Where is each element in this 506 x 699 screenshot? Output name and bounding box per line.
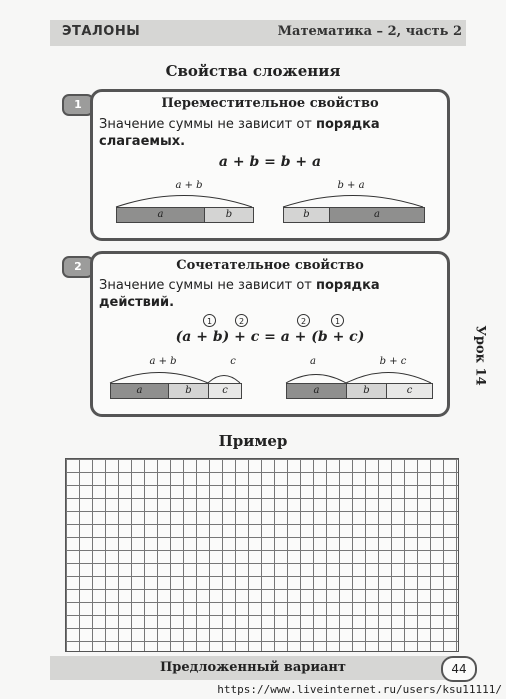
box2-left-bar xyxy=(110,383,242,399)
box1-text: Значение суммы не зависит от порядка слагаемых. xyxy=(99,117,380,149)
box1-left-bar xyxy=(116,207,254,223)
example-grid[interactable] xyxy=(65,458,459,652)
step-1-marker: 1 xyxy=(203,314,216,327)
box2-right-label-1: a xyxy=(310,356,316,367)
lesson-side-label: Урок 14 xyxy=(472,325,488,386)
segment-b: b xyxy=(205,208,253,222)
associative-box xyxy=(90,251,450,417)
segment-c: c xyxy=(387,384,432,398)
header-left: ЭТАЛОНЫ xyxy=(62,24,141,39)
example-title: Пример xyxy=(218,432,288,450)
box1-right-bar xyxy=(283,207,425,223)
segment-a: a xyxy=(117,208,205,222)
segment-a: a xyxy=(287,384,347,398)
page-title: Свойства сложения xyxy=(165,62,341,80)
box2-text: Значение суммы не зависит от порядка действий. xyxy=(99,278,380,310)
box1-title: Переместительное свойство xyxy=(161,96,379,111)
step-2-marker: 2 xyxy=(235,314,248,327)
box2-formula: (a + b) + c = a + (b + c) xyxy=(175,329,365,345)
box2-left-label-2: c xyxy=(230,356,236,367)
box2-left-label-1: a + b xyxy=(149,356,177,367)
box2-number: 2 xyxy=(62,256,94,278)
box2-right-label-2: b + c xyxy=(379,356,407,367)
footer-text: Предложенный вариант xyxy=(160,660,346,675)
box1-right-label: b + a xyxy=(337,180,365,191)
step-2-marker: 2 xyxy=(297,314,310,327)
page-number: 44 xyxy=(441,656,477,682)
source-url[interactable]: https://www.liveinternet.ru/users/ksu11111/ xyxy=(217,683,502,696)
box1-formula: a + b = b + a xyxy=(218,154,322,170)
box2-right-bar xyxy=(286,383,433,399)
commutative-box xyxy=(90,89,450,241)
segment-b: b xyxy=(284,208,330,222)
segment-c: c xyxy=(209,384,241,398)
step-1-marker: 1 xyxy=(331,314,344,327)
segment-a: a xyxy=(330,208,424,222)
box1-left-label: a + b xyxy=(175,180,203,191)
segment-b: b xyxy=(347,384,387,398)
segment-a: a xyxy=(111,384,169,398)
box1-number: 1 xyxy=(62,94,94,116)
header-right: Математика – 2, часть 2 xyxy=(277,24,462,39)
segment-b: b xyxy=(169,384,209,398)
box2-title: Сочетательное свойство xyxy=(176,258,364,273)
